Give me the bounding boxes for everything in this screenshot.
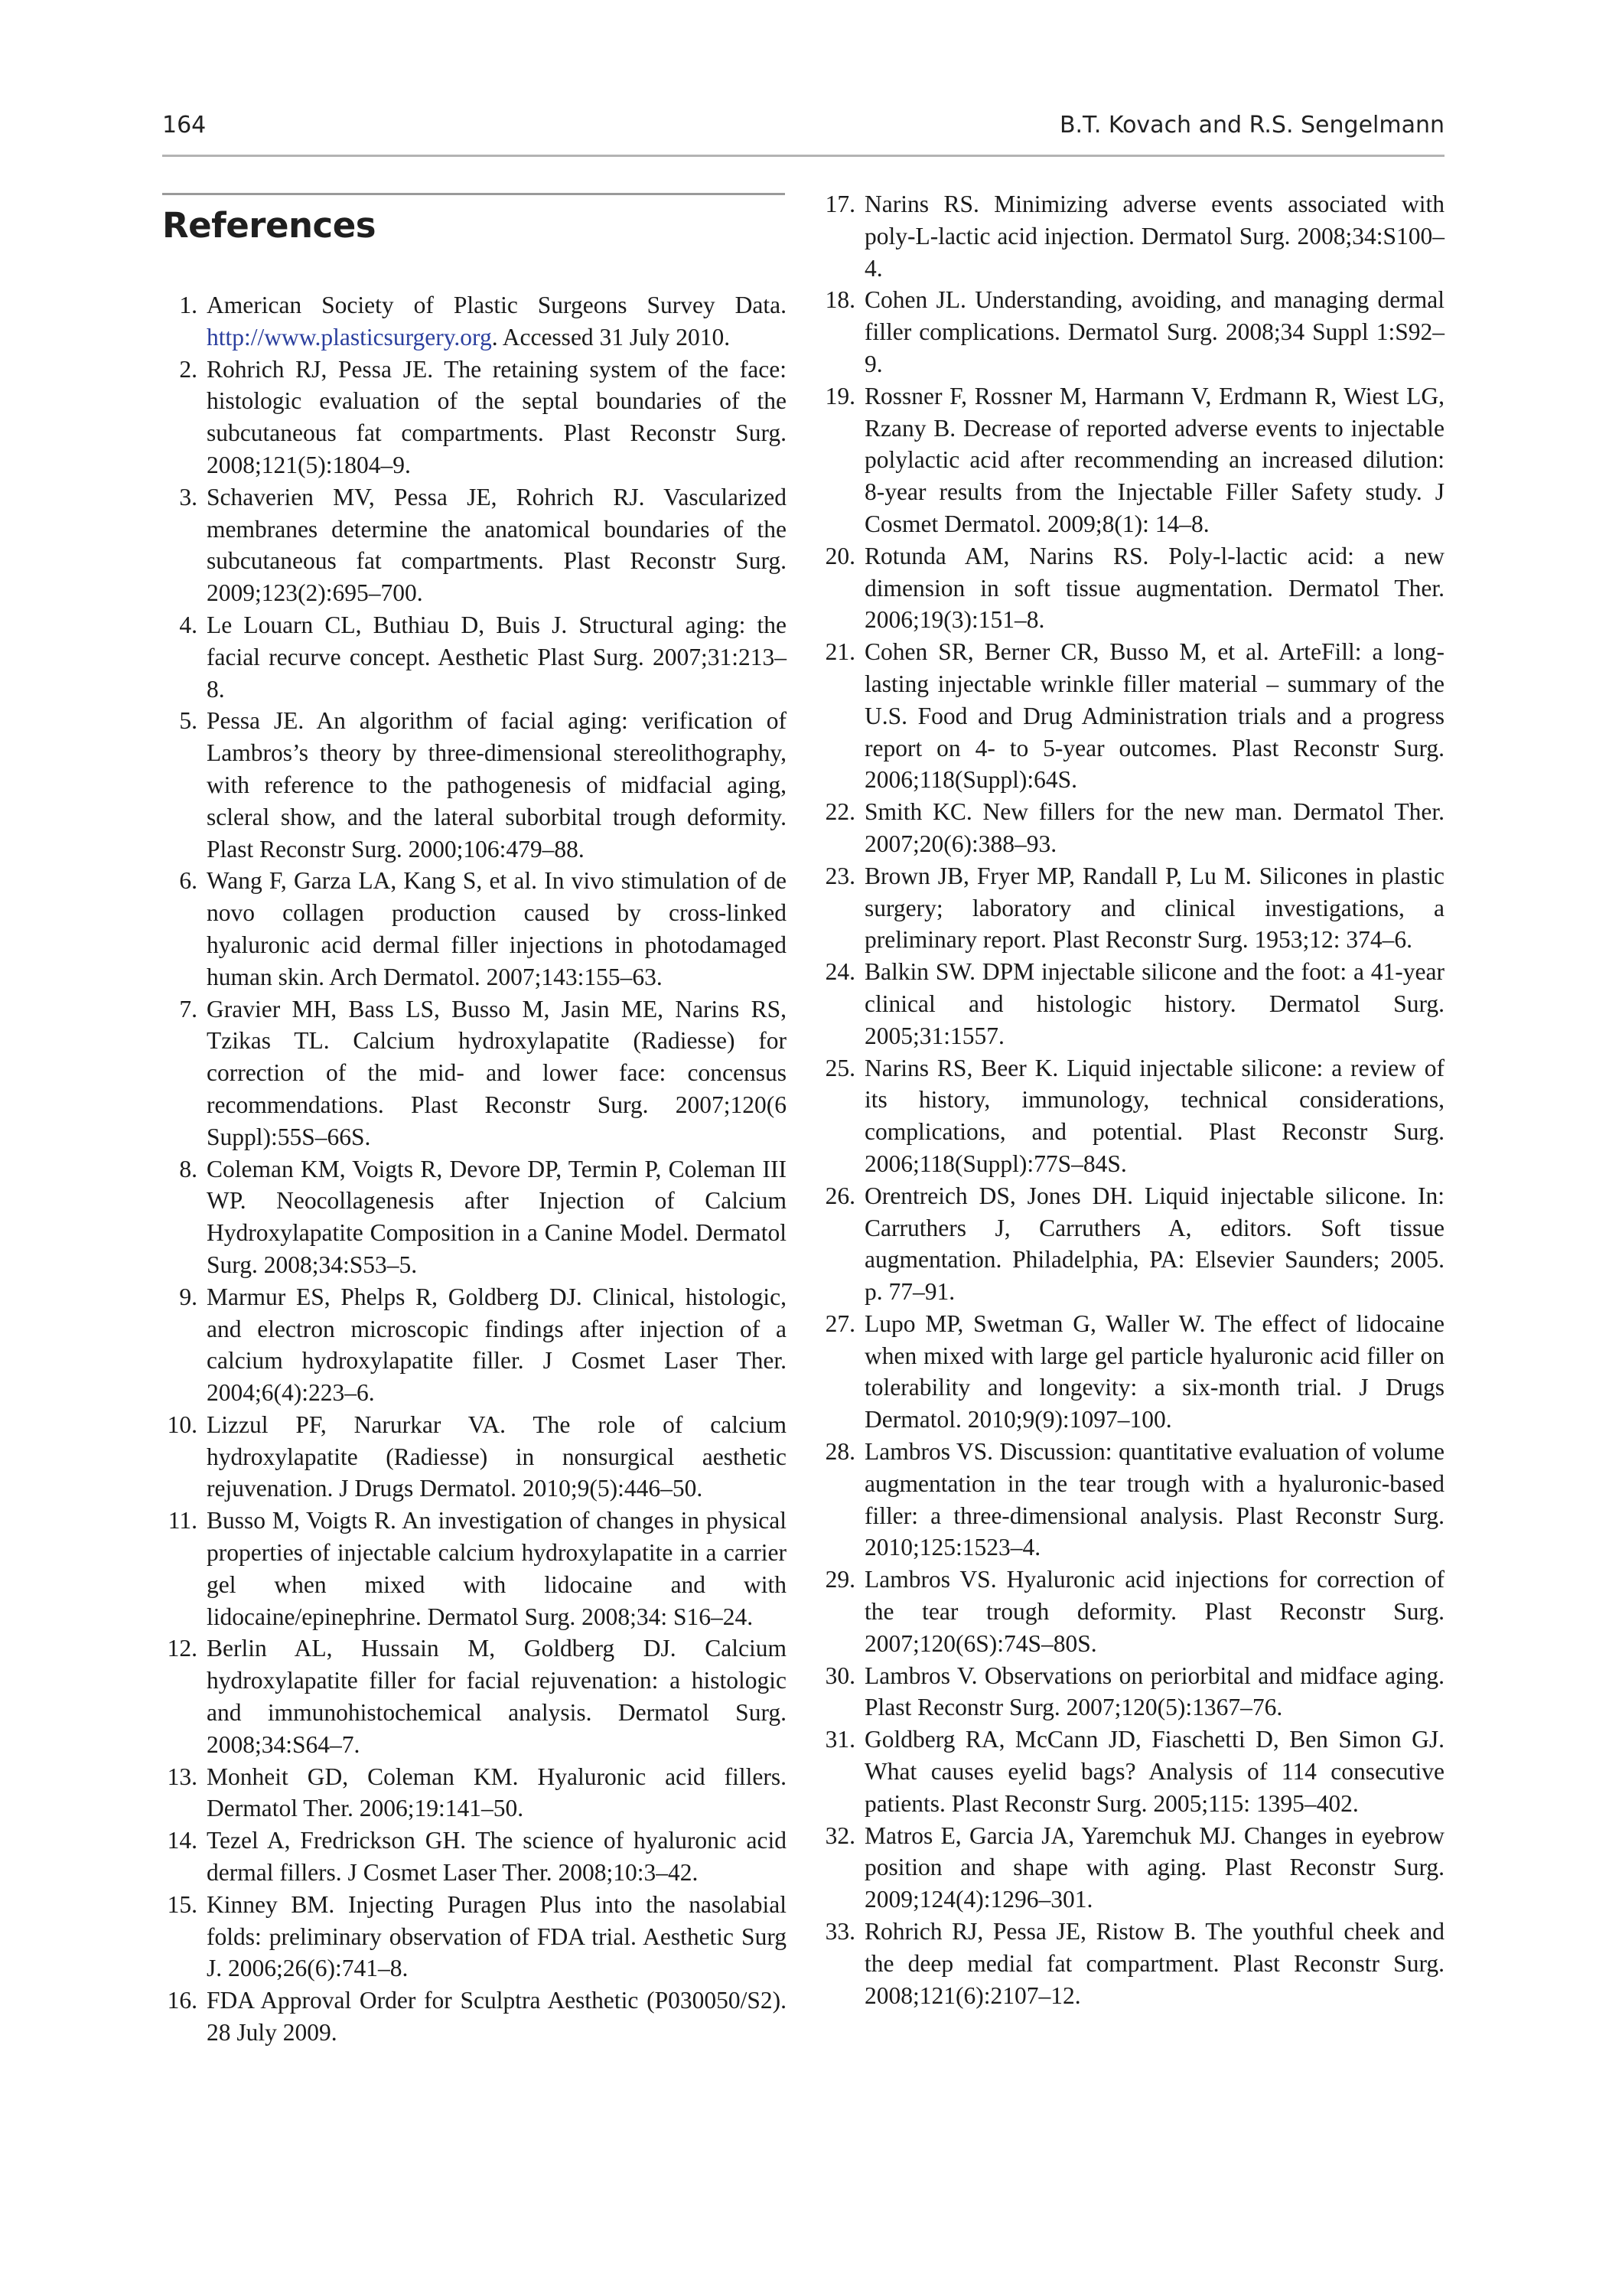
reference-item bbox=[820, 1916, 1445, 2011]
reference-item bbox=[162, 1505, 787, 1632]
reference-item bbox=[820, 1564, 1445, 1659]
reference-number: 19. bbox=[825, 382, 855, 409]
reference-item bbox=[820, 1052, 1445, 1180]
reference-number: 1. bbox=[179, 292, 197, 318]
reference-item bbox=[162, 1153, 787, 1281]
page-number: 164 bbox=[162, 112, 207, 139]
reference-text: Schaverien MV, Pessa JE, Rohrich RJ. Vascularized membranes determine the anatomical boundaries of the subcutaneous fat compartments. Plast Reconstr Surg. 2009;123(2):695–700. bbox=[207, 483, 787, 607]
reference-number: 15. bbox=[167, 1890, 197, 1918]
reference-text bbox=[207, 289, 787, 354]
reference-item bbox=[162, 1825, 787, 1889]
reference-text: Lambros VS. Hyaluronic acid injections for correction of the tear trough deformity. Plast Reconstr Surg. 2007;120(6S):74S–80S. bbox=[865, 1566, 1445, 1657]
reference-item bbox=[820, 796, 1445, 860]
reference-number: 8. bbox=[179, 1155, 197, 1182]
reference-text: Balkin SW. DPM injectable silicone and the foot: a 41-year clinical and histologic history. Dermatol Surg. 2005;31:1557. bbox=[865, 958, 1445, 1049]
reference-item bbox=[820, 540, 1445, 636]
reference-text: Monheit GD, Coleman KM. Hyaluronic acid fillers. Dermatol Ther. 2006;19:141–50. bbox=[207, 1763, 787, 1822]
header-divider bbox=[162, 155, 1445, 157]
reference-number: 33. bbox=[825, 1918, 855, 1945]
reference-item bbox=[820, 1308, 1445, 1436]
reference-item bbox=[162, 609, 787, 705]
reference-item bbox=[820, 1660, 1445, 1724]
reference-number: 2. bbox=[179, 355, 197, 383]
reference-text: Wang F, Garza LA, Kang S, et al. In vivo stimulation of de novo collagen production caused by cross-linked hyaluronic acid dermal filler injections in photodamaged human skin. Arch Dermatol. 2007;143:155–63. bbox=[207, 867, 787, 990]
reference-text: Gravier MH, Bass LS, Busso M, Jasin ME, Narins RS, Tzikas TL. Calcium hydroxylapatite (Radiesse) for correction of the mid- and lower face: concensus recommendations. Plast Reconstr Surg. 2007;120(6 Suppl):55S–66S. bbox=[207, 995, 787, 1150]
reference-item bbox=[820, 1724, 1445, 1819]
reference-text: Cohen SR, Berner CR, Busso M, et al. ArteFill: a long-lasting injectable wrinkle filler material – summary of the U.S. Food and Drug Administration trials and a progress report on 4- to 5-year outcomes. Plast Reconstr Surg. 2006;118(Suppl):64S. bbox=[865, 638, 1445, 794]
reference-text: Pessa JE. An algorithm of facial aging: verification of Lambros’s theory by three-dimensional stereolithography, with reference to the pathogenesis of midfacial aging, scleral show, and the lateral suborbital trough deformity. Plast Reconstr Surg. 2000;106:479–88. bbox=[207, 707, 787, 863]
reference-item bbox=[162, 865, 787, 993]
reference-text: Rotunda AM, Narins RS. Poly-l-lactic acid: a new dimension in soft tissue augmentation. Dermatol Ther. 2006;19(3):151–8. bbox=[865, 542, 1445, 634]
reference-item bbox=[162, 1985, 787, 2049]
reference-number: 11. bbox=[168, 1507, 197, 1534]
reference-text-after-link: . Accessed 31 July 2010. bbox=[491, 323, 731, 351]
reference-number: 3. bbox=[179, 483, 197, 510]
reference-text: Smith KC. New fillers for the new man. Dermatol Ther. 2007;20(6):388–93. bbox=[865, 798, 1445, 857]
reference-text: Le Louarn CL, Buthiau D, Buis J. Structural aging: the facial recurve concept. Aesthetic Plast Surg. 2007;31:213–8. bbox=[207, 611, 787, 703]
reference-number: 4. bbox=[179, 611, 197, 638]
section-divider bbox=[162, 193, 785, 195]
reference-number: 21. bbox=[825, 638, 855, 666]
section-title: References bbox=[162, 205, 376, 246]
reference-item bbox=[820, 860, 1445, 956]
reference-text: Rossner F, Rossner M, Harmann V, Erdmann R, Wiest LG, Rzany B. Decrease of reported adverse events to injectable polylactic acid after recommending an increased dilution: 8-year results from the Injectable Filler Safety study. J Cosmet Dermatol. 2009;8(1): 14–8. bbox=[865, 382, 1445, 537]
reference-number: 24. bbox=[825, 958, 855, 986]
references-column-right bbox=[820, 188, 1445, 2011]
reference-item bbox=[162, 1761, 787, 1825]
running-header-authors: B.T. Kovach and R.S. Sengelmann bbox=[1059, 112, 1445, 139]
reference-link[interactable]: http://www.plasticsurgery.org bbox=[207, 323, 492, 351]
reference-number: 20. bbox=[825, 542, 855, 569]
reference-text: Lupo MP, Swetman G, Waller W. The effect of lidocaine when mixed with large gel particle hyaluronic acid filler on tolerability and longevity: a six-month trial. J Drugs Dermatol. 2010;9(9):1097–100. bbox=[865, 1309, 1445, 1433]
reference-text: Narins RS, Beer K. Liquid injectable silicone: a review of its history, immunology, technical considerations, complications, and potential. Plast Reconstr Surg. 2006;118(Suppl):77S–84S. bbox=[865, 1054, 1445, 1177]
reference-number: 5. bbox=[179, 707, 197, 735]
reference-number: 14. bbox=[167, 1827, 197, 1854]
reference-item bbox=[820, 636, 1445, 796]
reference-text: Goldberg RA, McCann JD, Fiaschetti D, Ben Simon GJ. What causes eyelid bags? Analysis of 114 consecutive patients. Plast Reconstr Surg. 2005;115: 1395–402. bbox=[865, 1726, 1445, 1817]
reference-text: Brown JB, Fryer MP, Randall P, Lu M. Silicones in plastic surgery; laboratory and clinical investigations, a preliminary report. Plast Reconstr Surg. 1953;12: 374–6. bbox=[865, 862, 1445, 954]
reference-number: 13. bbox=[167, 1763, 197, 1790]
reference-item bbox=[162, 1889, 787, 1985]
reference-number: 17. bbox=[825, 191, 855, 217]
reference-text: Narins RS. Minimizing adverse events associated with poly-L-lactic acid injection. Dermatol Surg. 2008;34:S100–4. bbox=[865, 191, 1445, 282]
reference-text: Lizzul PF, Narurkar VA. The role of calcium hydroxylapatite (Radiesse) in nonsurgical aesthetic rejuvenation. J Drugs Dermatol. 2010;9(5):446–50. bbox=[207, 1411, 787, 1502]
reference-number: 26. bbox=[825, 1182, 855, 1209]
reference-text-before-link: American Society of Plastic Surgeons Survey Data. bbox=[207, 292, 787, 318]
reference-text: Berlin AL, Hussain M, Goldberg DJ. Calcium hydroxylapatite filler for facial rejuvenation: a histologic and immunohistochemical analysis. Dermatol Surg. 2008;34:S64–7. bbox=[207, 1635, 787, 1758]
reference-number: 30. bbox=[825, 1662, 855, 1689]
reference-number: 7. bbox=[179, 995, 197, 1022]
reference-number: 22. bbox=[825, 798, 855, 826]
reference-item bbox=[820, 1820, 1445, 1916]
reference-number: 27. bbox=[825, 1309, 855, 1337]
reference-text: Lambros V. Observations on periorbital and midface aging. Plast Reconstr Surg. 2007;120(5):1367–76. bbox=[865, 1662, 1445, 1721]
reference-item bbox=[162, 481, 787, 609]
reference-text: Coleman KM, Voigts R, Devore DP, Termin P, Coleman III WP. Neocollagenesis after Injection of Calcium Hydroxylapatite Composition in a Canine Model. Dermatol Surg. 2008;34:S53–5. bbox=[207, 1155, 787, 1278]
reference-item bbox=[162, 705, 787, 865]
reference-item bbox=[820, 1180, 1445, 1308]
reference-item bbox=[162, 993, 787, 1153]
reference-number: 12. bbox=[167, 1635, 197, 1662]
reference-text: Lambros VS. Discussion: quantitative evaluation of volume augmentation in the tear trough with a hyaluronic-based filler: a three-dimensional analysis. Plast Reconstr Surg. 2010;125:1523–4. bbox=[865, 1438, 1445, 1561]
reference-text: Matros E, Garcia JA, Yaremchuk MJ. Changes in eyebrow position and shape with aging. Plast Reconstr Surg. 2009;124(4):1296–301. bbox=[865, 1821, 1445, 1913]
reference-number: 6. bbox=[179, 867, 197, 895]
reference-number: 9. bbox=[179, 1283, 197, 1310]
reference-item bbox=[820, 284, 1445, 380]
reference-number: 18. bbox=[825, 286, 855, 314]
reference-item bbox=[162, 1409, 787, 1505]
reference-item bbox=[820, 956, 1445, 1052]
reference-text: Kinney BM. Injecting Puragen Plus into the nasolabial folds: preliminary observation of FDA trial. Aesthetic Surg J. 2006;26(6):741–8. bbox=[207, 1890, 787, 1982]
reference-item bbox=[820, 380, 1445, 540]
reference-number: 29. bbox=[825, 1566, 855, 1593]
reference-number: 10. bbox=[167, 1411, 197, 1438]
reference-number: 23. bbox=[825, 862, 855, 889]
reference-text: FDA Approval Order for Sculptra Aesthetic (P030050/S2). 28 July 2009. bbox=[207, 1987, 787, 2047]
reference-number: 16. bbox=[167, 1987, 197, 2014]
references-column-left bbox=[162, 289, 787, 2049]
reference-item bbox=[820, 1436, 1445, 1564]
reference-item bbox=[162, 1281, 787, 1409]
reference-item bbox=[820, 188, 1445, 284]
reference-text: Busso M, Voigts R. An investigation of changes in physical properties of injectable calcium hydroxylapatite in a carrier gel when mixed with lidocaine and with lidocaine/epinephrine. Dermatol Surg. 2008;34: S16–24. bbox=[207, 1507, 787, 1630]
reference-item bbox=[162, 354, 787, 481]
reference-number: 28. bbox=[825, 1438, 855, 1466]
reference-text: Orentreich DS, Jones DH. Liquid injectable silicone. In: Carruthers J, Carruthers A, editors. Soft tissue augmentation. Philadelphia, PA: Elsevier Saunders; 2005. p. 77–91. bbox=[865, 1182, 1445, 1306]
reference-item bbox=[162, 289, 787, 354]
reference-number: 31. bbox=[825, 1726, 855, 1753]
reference-text: Cohen JL. Understanding, avoiding, and managing dermal filler complications. Dermatol Surg. 2008;34 Suppl 1:S92–9. bbox=[865, 286, 1445, 377]
reference-text: Marmur ES, Phelps R, Goldberg DJ. Clinical, histologic, and electron microscopic findings after injection of a calcium hydroxylapatite filler. J Cosmet Laser Ther. 2004;6(4):223–6. bbox=[207, 1283, 787, 1407]
reference-number: 32. bbox=[825, 1821, 855, 1849]
reference-text: Rohrich RJ, Pessa JE. The retaining system of the face: histologic evaluation of the septal boundaries of the subcutaneous fat compartments. Plast Reconstr Surg. 2008;121(5):1804–9. bbox=[207, 355, 787, 478]
reference-item bbox=[162, 1632, 787, 1760]
reference-text: Tezel A, Fredrickson GH. The science of hyaluronic acid dermal fillers. J Cosmet Laser Ther. 2008;10:3–42. bbox=[207, 1827, 787, 1887]
reference-text: Rohrich RJ, Pessa JE, Ristow B. The youthful cheek and the deep medial fat compartment. Plast Reconstr Surg. 2008;121(6):2107–12. bbox=[865, 1918, 1445, 2009]
reference-number: 25. bbox=[825, 1054, 855, 1081]
